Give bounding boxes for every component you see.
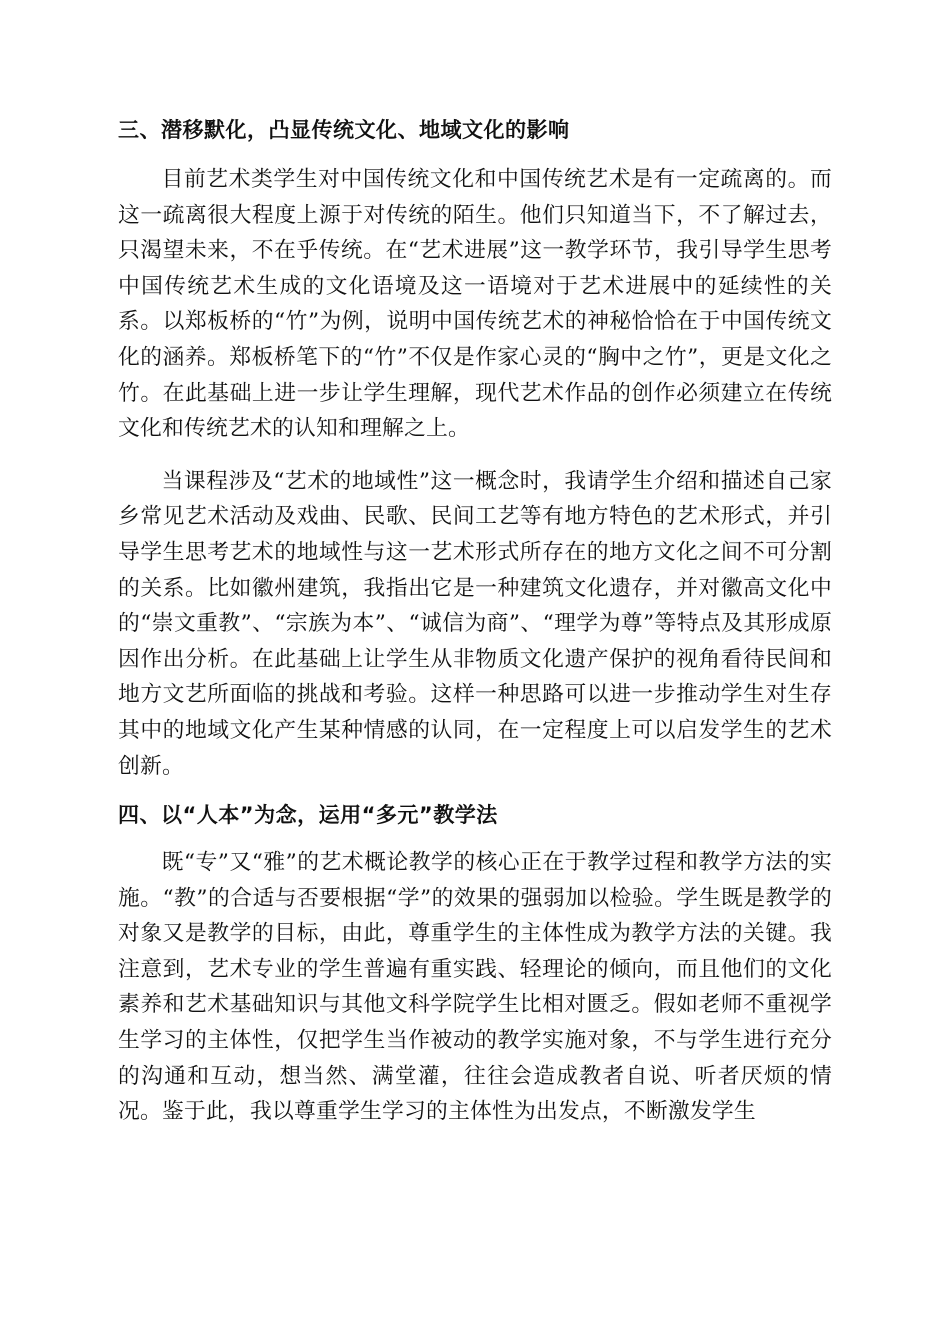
paragraph-teaching-method: 既“专”又“雅”的艺术概论教学的核心正在于教学过程和教学方法的实施。“教”的合适与否要根据“学”的效果的强弱加以检验。学生既是教学的对象又是教学的目标，由此，尊重学生的主体性成为教学方法的关键。我注意到，艺术专业的学生普遍有重实践、轻理论的倾向，而且他们的文化素养和艺术基础知识与其他文科学院学生比相对匮乏。假如老师不重视学生学习的主体性，仅把学生当作被动的教学实施对象，不与学生进行充分的沟通和互动，想当然、满堂灌，往往会造成教者自说、听者厌烦的情况。鉴于此，我以尊重学生学习的主体性为出发点，不断激发学生 bbox=[118, 850, 832, 1125]
section-heading-3: 三、潜移默化，凸显传统文化、地域文化的影响 bbox=[118, 118, 570, 142]
paragraph-regional-culture: 当课程涉及“艺术的地域性”这一概念时，我请学生介绍和描述自己家乡常见艺术活动及戏曲、民歌、民间工艺等有地方特色的艺术形式，并引导学生思考艺术的地域性与这一艺术形式所存在的地方文化之间不可分割的关系。比如徽州建筑，我指出它是一种建筑文化遗存，并对徽高文化中的“崇文重教”、“宗族为本”、“诚信为商”、“理学为尊”等特点及其形成原因作出分析。在此基础上让学生从非物质文化遗产保护的视角看待民间和地方文艺所面临的挑战和考验。这样一种思路可以进一步推动学生对生存其中的地域文化产生某种情感的认同，在一定程度上可以启发学生的艺术创新。 bbox=[118, 468, 832, 779]
section-heading-4: 四、以“人本”为念，运用“多元”教学法 bbox=[118, 803, 498, 828]
document-page bbox=[118, 112, 832, 1130]
paragraph-traditional-culture: 目前艺术类学生对中国传统文化和中国传统艺术是有一定疏离的。而这一疏离很大程度上源于对传统的陌生。他们只知道当下，不了解过去，只渴望未来，不在乎传统。在“艺术进展”这一教学环节，我引导学生思考中国传统艺术生成的文化语境及这一语境对于艺术进展中的延续性的关系。以郑板桥的“竹”为例，说明中国传统艺术的神秘恰恰在于中国传统文化的涵养。郑板桥笔下的“竹”不仅是作家心灵的“胸中之竹”，更是文化之竹。在此基础上进一步让学生理解，现代艺术作品的创作必须建立在传统文化和传统艺术的认知和理解之上。 bbox=[118, 167, 832, 442]
